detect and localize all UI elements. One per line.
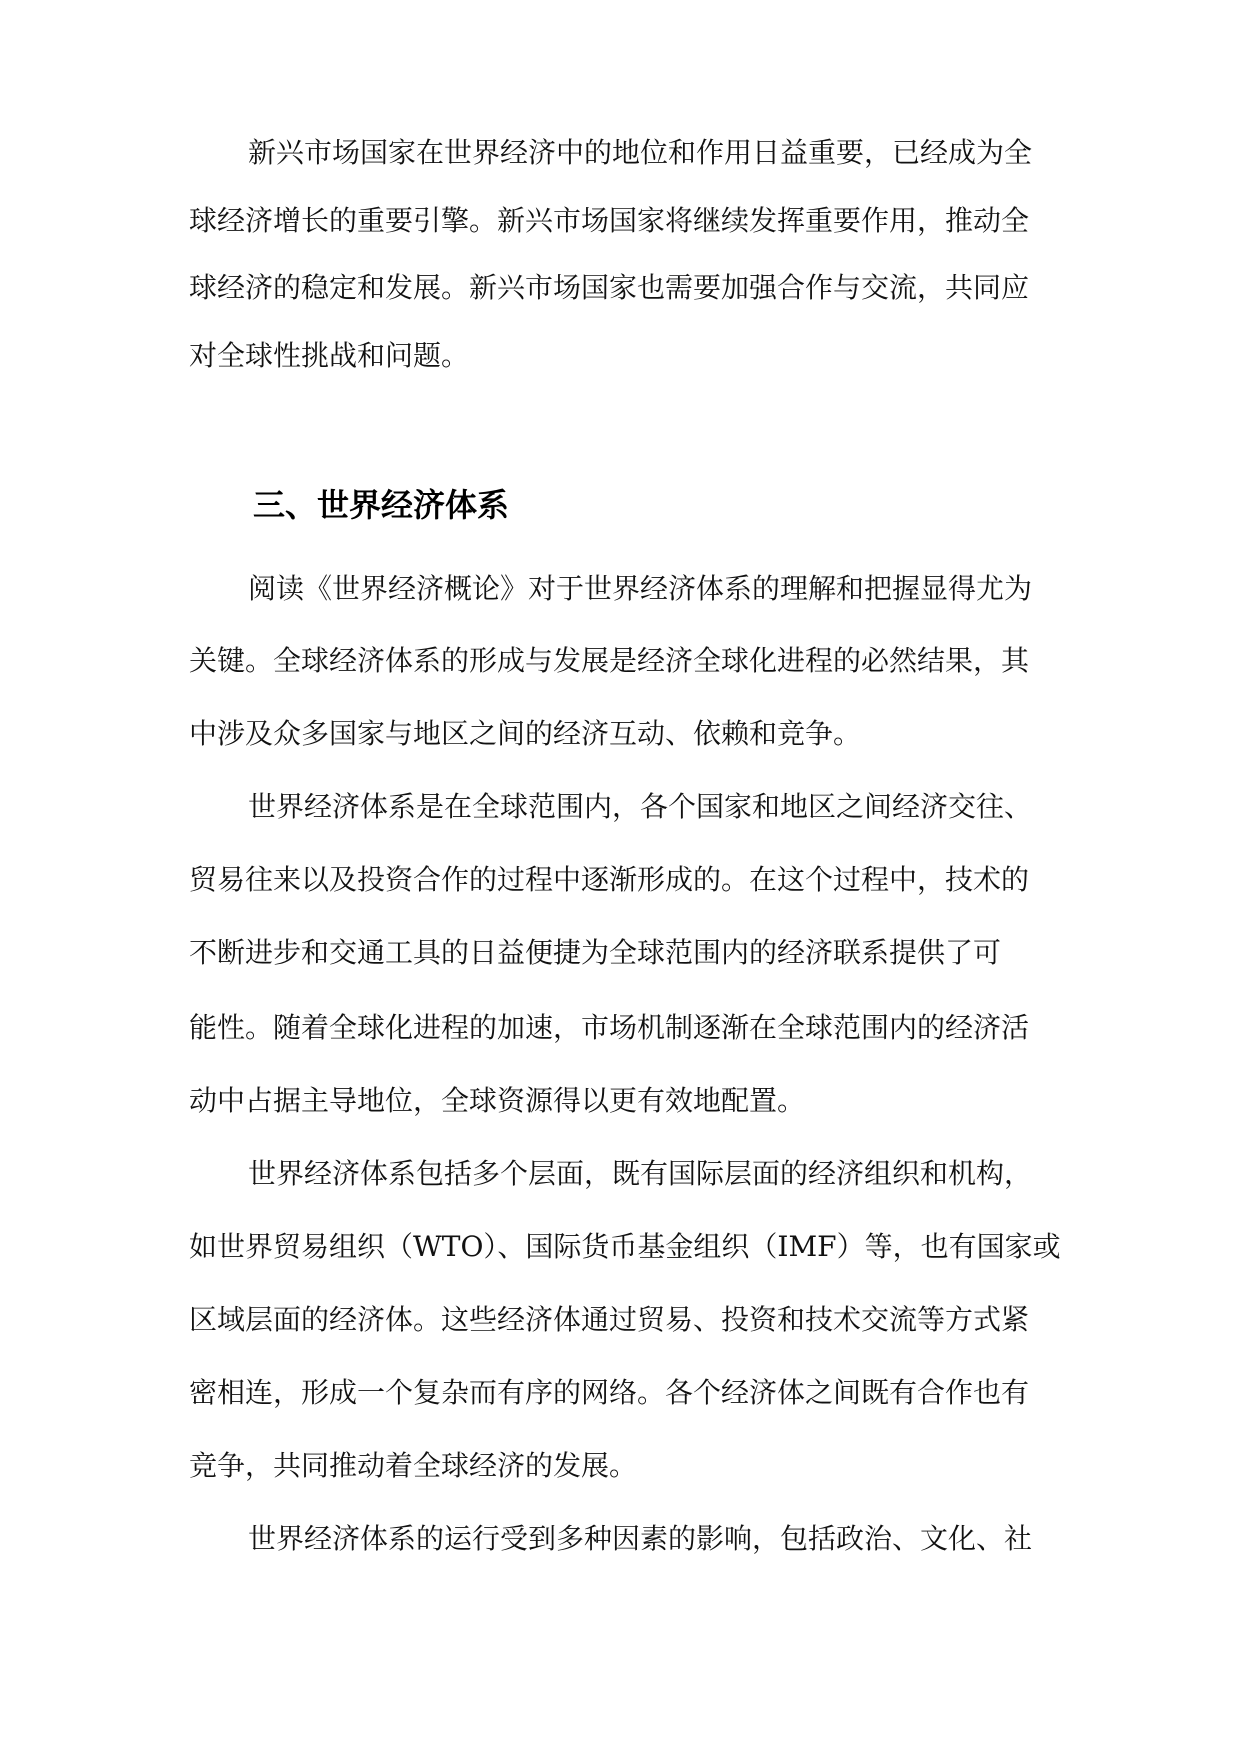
section-heading: 三、世界经济体系: [253, 486, 510, 524]
text-line: 不断进步和交通工具的日益便捷为全球范围内的经济联系提供了可: [189, 936, 1002, 969]
text-line: 动中占据主导地位，全球资源得以更有效地配置。: [189, 1084, 806, 1117]
text-line: 球经济的稳定和发展。新兴市场国家也需要加强合作与交流，共同应: [189, 271, 1030, 304]
text-line: 世界经济体系是在全球范围内，各个国家和地区之间经济交往、: [248, 790, 1033, 823]
text-line: 贸易往来以及投资合作的过程中逐渐形成的。在这个过程中，技术的: [189, 863, 1030, 896]
text-line: 球经济增长的重要引擎。新兴市场国家将继续发挥重要作用，推动全: [189, 204, 1030, 237]
text-line: 竞争，共同推动着全球经济的发展。: [189, 1449, 638, 1482]
text-line: 区域层面的经济体。这些经济体通过贸易、投资和技术交流等方式紧: [189, 1303, 1030, 1336]
text-line: 能性。随着全球化进程的加速，市场机制逐渐在全球范围内的经济活: [189, 1011, 1030, 1044]
text-line: 阅读《世界经济概论》对于世界经济体系的理解和把握显得尤为: [248, 572, 1033, 605]
text-line: 如世界贸易组织（WTO）、国际货币基金组织（IMF）等，也有国家或: [189, 1230, 1061, 1263]
text-line: 世界经济体系包括多个层面，既有国际层面的经济组织和机构，: [248, 1157, 1033, 1190]
text-line: 密相连，形成一个复杂而有序的网络。各个经济体之间既有合作也有: [189, 1376, 1030, 1409]
text-line: 对全球性挑战和问题。: [189, 339, 470, 372]
text-line: 中涉及众多国家与地区之间的经济互动、依赖和竞争。: [189, 717, 862, 750]
text-line: 关键。全球经济体系的形成与发展是经济全球化进程的必然结果，其: [189, 644, 1030, 677]
text-line: 新兴市场国家在世界经济中的地位和作用日益重要，已经成为全: [248, 136, 1033, 169]
text-line: 世界经济体系的运行受到多种因素的影响，包括政治、文化、社: [248, 1522, 1033, 1555]
